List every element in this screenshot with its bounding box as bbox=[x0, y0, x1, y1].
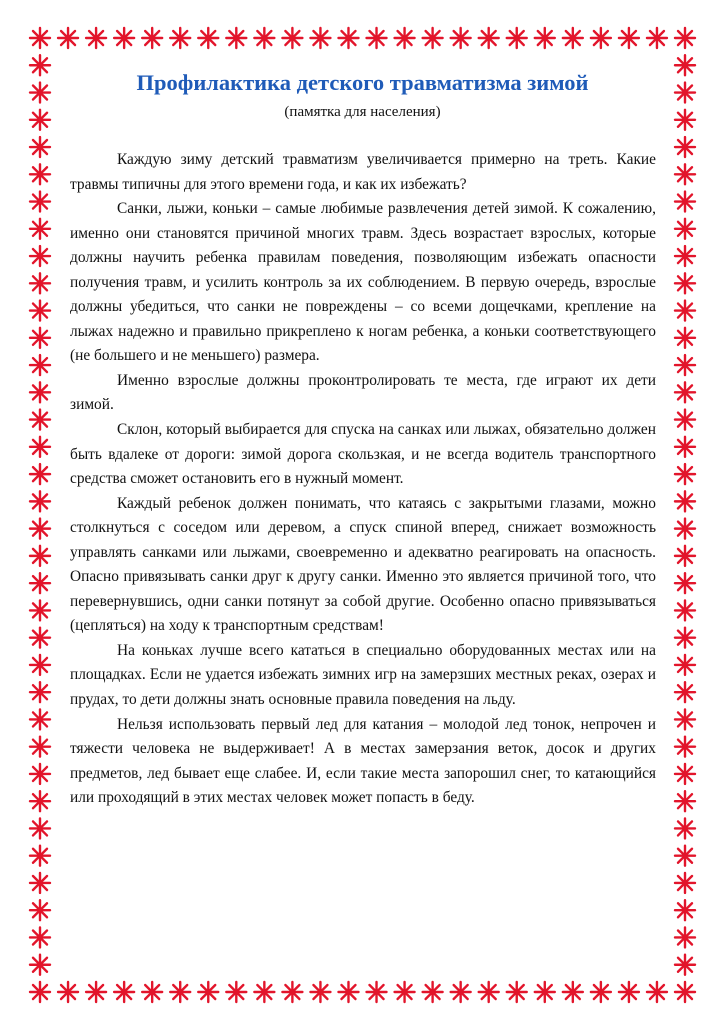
snowflake-asterisk-icon bbox=[535, 982, 555, 1002]
snowflake-asterisk-icon bbox=[675, 546, 695, 566]
snowflake-asterisk-icon bbox=[675, 927, 695, 947]
snowflake-asterisk-icon bbox=[451, 982, 471, 1002]
snowflake-asterisk-icon bbox=[451, 28, 471, 48]
snowflake-asterisk-icon bbox=[507, 982, 527, 1002]
snowflake-asterisk-icon bbox=[30, 246, 50, 266]
snowflake-asterisk-icon bbox=[675, 600, 695, 620]
snowflake-asterisk-icon bbox=[535, 28, 555, 48]
paragraph: Каждый ребенок должен понимать, что катаясь с закрытыми глазами, можно столкнуться с соседом или деревом, а спуск спиной вперед, снижает возможность управлять санками или лыжами, своевременно и адекватно реагировать на опасность. Опасно привязывать санки друг к другу санки. Именно это является причиной того, что перевернувшись, одни санки потянут за собой другие. Особенно опасно привязываться (цепляться) на ходу к транспортным средствам! bbox=[70, 494, 656, 635]
snowflake-asterisk-icon bbox=[675, 491, 695, 511]
snowflake-asterisk-icon bbox=[30, 764, 50, 784]
snowflake-asterisk-icon bbox=[30, 437, 50, 457]
snowflake-asterisk-icon bbox=[226, 982, 246, 1002]
snowflake-asterisk-icon bbox=[30, 982, 50, 1002]
snowflake-asterisk-icon bbox=[114, 982, 134, 1002]
snowflake-asterisk-icon bbox=[58, 28, 78, 48]
snowflake-asterisk-icon bbox=[675, 464, 695, 484]
paragraph: Именно взрослые должны проконтролировать те места, где играют их дети зимой. bbox=[70, 371, 656, 414]
snowflake-asterisk-icon bbox=[591, 982, 611, 1002]
snowflake-asterisk-icon bbox=[675, 28, 695, 48]
snowflake-asterisk-icon bbox=[647, 28, 667, 48]
snowflake-asterisk-icon bbox=[563, 982, 583, 1002]
snowflake-asterisk-icon bbox=[30, 546, 50, 566]
snowflake-asterisk-icon bbox=[395, 982, 415, 1002]
snowflake-asterisk-icon bbox=[675, 846, 695, 866]
snowflake-asterisk-icon bbox=[338, 28, 358, 48]
snowflake-asterisk-icon bbox=[30, 900, 50, 920]
snowflake-asterisk-icon bbox=[675, 83, 695, 103]
paragraph: Склон, который выбирается для спуска на санках или лыжах, обязательно должен быть вдалеке от дороги: зимой дорога скользкая, и не всегда водитель транспортного средства сможет остановить его в нужный момент. bbox=[70, 421, 656, 488]
snowflake-asterisk-icon bbox=[30, 382, 50, 402]
snowflake-asterisk-icon bbox=[30, 927, 50, 947]
snowflake-asterisk-icon bbox=[30, 737, 50, 757]
snowflake-asterisk-icon bbox=[675, 328, 695, 348]
snowflake-asterisk-icon bbox=[423, 982, 443, 1002]
snowflake-asterisk-icon bbox=[675, 437, 695, 457]
snowflake-asterisk-icon bbox=[619, 28, 639, 48]
snowflake-asterisk-icon bbox=[30, 573, 50, 593]
snowflake-asterisk-icon bbox=[675, 355, 695, 375]
snowflake-asterisk-icon bbox=[338, 982, 358, 1002]
snowflake-asterisk-icon bbox=[675, 110, 695, 130]
snowflake-asterisk-icon bbox=[563, 28, 583, 48]
snowflake-asterisk-icon bbox=[479, 28, 499, 48]
snowflake-asterisk-icon bbox=[30, 55, 50, 75]
snowflake-asterisk-icon bbox=[170, 982, 190, 1002]
snowflake-asterisk-icon bbox=[675, 982, 695, 1002]
snowflake-asterisk-icon bbox=[30, 682, 50, 702]
snowflake-asterisk-icon bbox=[86, 28, 106, 48]
snowflake-asterisk-icon bbox=[142, 982, 162, 1002]
snowflake-asterisk-icon bbox=[367, 28, 387, 48]
snowflake-asterisk-icon bbox=[170, 28, 190, 48]
snowflake-asterisk-icon bbox=[30, 410, 50, 430]
snowflake-asterisk-icon bbox=[675, 382, 695, 402]
snowflake-asterisk-icon bbox=[675, 137, 695, 157]
snowflake-asterisk-icon bbox=[675, 682, 695, 702]
snowflake-asterisk-icon bbox=[395, 28, 415, 48]
snowflake-asterisk-icon bbox=[675, 955, 695, 975]
snowflake-asterisk-icon bbox=[142, 28, 162, 48]
paragraph: Нельзя использовать первый лед для катания – молодой лед тонок, непрочен и тяжести человека не выдерживает! А в местах замерзания веток, досок и других предметов, лед бывает еще слабее. И, если такие места запорошил снег, то катающийся или проходящий в этих местах человек может попасть в беду. bbox=[70, 715, 656, 807]
snowflake-asterisk-icon bbox=[30, 219, 50, 239]
snowflake-asterisk-icon bbox=[675, 273, 695, 293]
snowflake-asterisk-icon bbox=[675, 737, 695, 757]
snowflake-asterisk-icon bbox=[254, 28, 274, 48]
snowflake-asterisk-icon bbox=[675, 192, 695, 212]
snowflake-asterisk-icon bbox=[675, 900, 695, 920]
snowflake-asterisk-icon bbox=[367, 982, 387, 1002]
snowflake-asterisk-icon bbox=[675, 873, 695, 893]
snowflake-asterisk-icon bbox=[30, 818, 50, 838]
snowflake-asterisk-icon bbox=[282, 28, 302, 48]
snowflake-asterisk-icon bbox=[647, 982, 667, 1002]
snowflake-asterisk-icon bbox=[310, 982, 330, 1002]
snowflake-asterisk-icon bbox=[675, 519, 695, 539]
snowflake-asterisk-icon bbox=[30, 519, 50, 539]
snowflake-asterisk-icon bbox=[30, 83, 50, 103]
snowflake-asterisk-icon bbox=[30, 846, 50, 866]
page-subtitle: (памятка для населения) bbox=[284, 104, 441, 120]
paragraph: Санки, лыжи, коньки – самые любимые развлечения детей зимой. К сожалению, именно они становятся причиной многих травм. Здесь возрастает взрослых, которые должны научить ребенка правилам поведения, позволяющим избежать опасности получения травм, и усилить контроль за их соблюдением. В первую очередь, взрослые должны убедиться, что санки не повреждены – со всеми дощечками, крепление на лыжах надежно и правильно прикреплено к ногам ребенка, а коньки соответствующего (не большего и не меньшего) размера. bbox=[70, 200, 656, 365]
snowflake-asterisk-icon bbox=[198, 982, 218, 1002]
snowflake-asterisk-icon bbox=[30, 28, 50, 48]
snowflake-asterisk-icon bbox=[226, 28, 246, 48]
snowflake-asterisk-icon bbox=[507, 28, 527, 48]
paragraph: Каждую зиму детский травматизм увеличивается примерно на треть. Какие травмы типичны для этого времени года, и как их избежать? bbox=[70, 151, 656, 193]
paragraph: На коньках лучше всего кататься в специально оборудованных местах или на площадках. Если не удается избежать зимних игр на замерзших местных реках, озерах и прудах, то дети должны знать основные правила поведения на льду. bbox=[70, 641, 656, 709]
snowflake-asterisk-icon bbox=[30, 355, 50, 375]
snowflake-asterisk-icon bbox=[198, 28, 218, 48]
snowflake-asterisk-icon bbox=[30, 464, 50, 484]
snowflake-asterisk-icon bbox=[675, 246, 695, 266]
snowflake-asterisk-icon bbox=[30, 491, 50, 511]
snowflake-asterisk-icon bbox=[30, 873, 50, 893]
snowflake-asterisk-icon bbox=[30, 628, 50, 648]
snowflake-asterisk-icon bbox=[30, 955, 50, 975]
snowflake-asterisk-icon bbox=[30, 137, 50, 157]
snowflake-asterisk-icon bbox=[675, 55, 695, 75]
snowflake-asterisk-icon bbox=[114, 28, 134, 48]
snowflake-asterisk-icon bbox=[86, 982, 106, 1002]
snowflake-asterisk-icon bbox=[30, 164, 50, 184]
snowflake-asterisk-icon bbox=[30, 709, 50, 729]
snowflake-asterisk-icon bbox=[675, 410, 695, 430]
snowflake-asterisk-icon bbox=[675, 791, 695, 811]
snowflake-asterisk-icon bbox=[619, 982, 639, 1002]
snowflake-asterisk-icon bbox=[423, 28, 443, 48]
snowflake-asterisk-icon bbox=[479, 982, 499, 1002]
snowflake-asterisk-icon bbox=[675, 655, 695, 675]
snowflake-asterisk-icon bbox=[30, 791, 50, 811]
snowflake-asterisk-icon bbox=[30, 110, 50, 130]
snowflake-asterisk-icon bbox=[675, 628, 695, 648]
snowflake-asterisk-icon bbox=[675, 219, 695, 239]
snowflake-asterisk-icon bbox=[30, 328, 50, 348]
snowflake-asterisk-icon bbox=[254, 982, 274, 1002]
snowflake-asterisk-icon bbox=[282, 982, 302, 1002]
page-title: Профилактика детского травматизма зимой bbox=[136, 70, 589, 95]
snowflake-asterisk-icon bbox=[675, 573, 695, 593]
snowflake-asterisk-icon bbox=[675, 764, 695, 784]
snowflake-asterisk-icon bbox=[675, 709, 695, 729]
snowflake-asterisk-icon bbox=[30, 301, 50, 321]
snowflake-asterisk-icon bbox=[310, 28, 330, 48]
snowflake-asterisk-icon bbox=[675, 301, 695, 321]
snowflake-asterisk-icon bbox=[675, 818, 695, 838]
snowflake-asterisk-icon bbox=[30, 600, 50, 620]
snowflake-asterisk-icon bbox=[30, 192, 50, 212]
snowflake-asterisk-icon bbox=[675, 164, 695, 184]
snowflake-asterisk-icon bbox=[58, 982, 78, 1002]
snowflake-asterisk-icon bbox=[591, 28, 611, 48]
snowflake-asterisk-icon bbox=[30, 655, 50, 675]
body-text bbox=[70, 148, 656, 811]
snowflake-asterisk-icon bbox=[30, 273, 50, 293]
